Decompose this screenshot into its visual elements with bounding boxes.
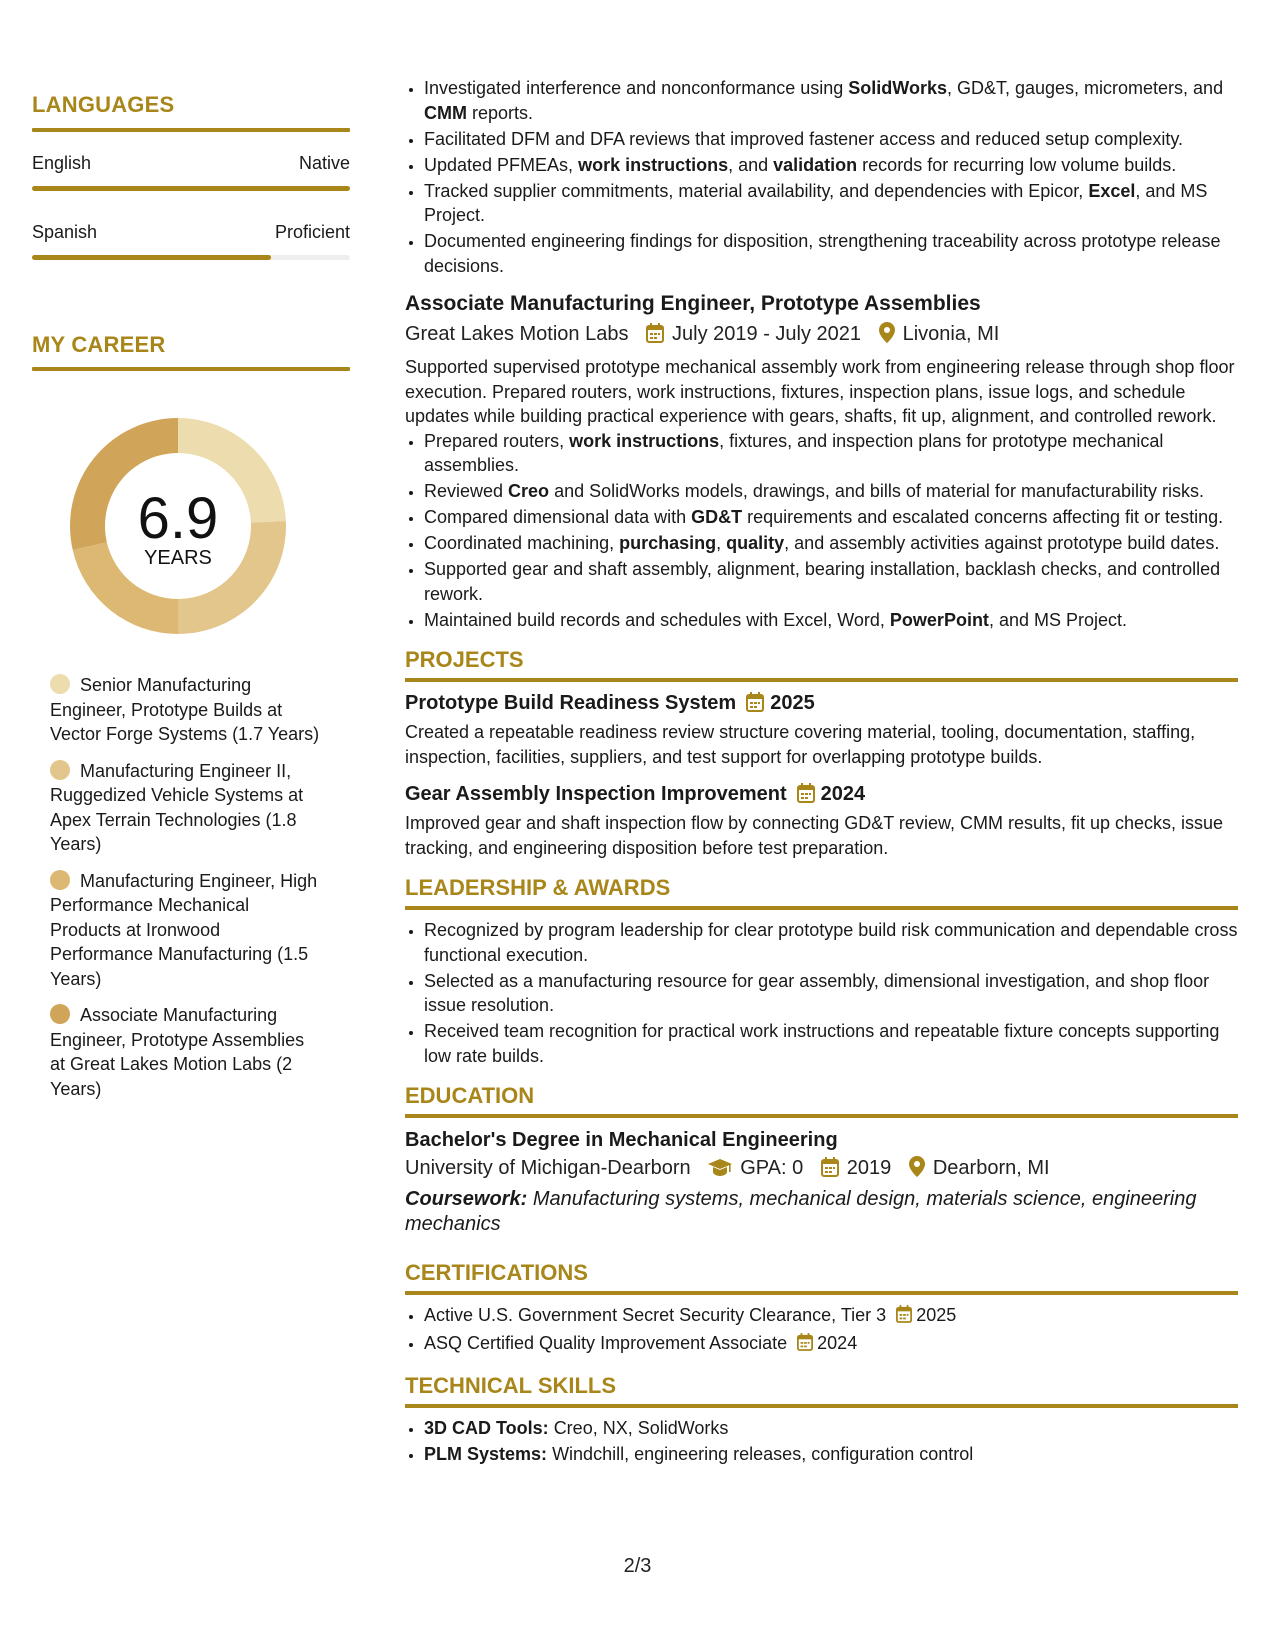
leadership-section (405, 874, 1238, 1068)
legend-swatch (50, 674, 70, 694)
calendar-icon (797, 1333, 813, 1358)
school-name: University of Michigan-Dearborn (405, 1157, 691, 1179)
legend-label: Associate Manufacturing Engineer, Prototype Assemblies at Great Lakes Motion Labs (2 Years) (50, 1005, 305, 1099)
project-year: 2024 (820, 783, 866, 805)
skills-section (405, 1372, 1238, 1467)
skill-value: Creo, NX, SolidWorks (553, 1417, 729, 1438)
bullet-item: • Prepared routers, work instructions, fixtures, and inspection plans for prototype mechanical assemblies. (424, 429, 1238, 478)
certifications-rule (405, 1291, 1238, 1295)
bullet-item: • Documented engineering findings for disposition, strengthening traceability across prototype release decisions. (424, 229, 1238, 278)
skills-rule (405, 1404, 1238, 1408)
certification-item (424, 1331, 1238, 1358)
legend-item (50, 673, 320, 747)
legend-item (50, 759, 320, 857)
projects-section (405, 646, 1238, 860)
leadership-title: LEADERSHIP & AWARDS (405, 875, 671, 900)
job-dates: July 2019 - July 2021 (672, 323, 862, 345)
project-year: 2025 (770, 692, 815, 714)
leadership-item: • Received team recognition for practical work instructions and repeatable fixture concepts supporting low rate builds. (424, 1019, 1238, 1068)
leadership-item: • Recognized by program leadership for clear prototype build risk communication and dependable cross functional execution. (424, 918, 1238, 967)
calendar-icon (797, 783, 815, 811)
bullet-item: • Maintained build records and schedules with Excel, Word, PowerPoint, and MS Project. (424, 608, 1238, 633)
right-column (405, 76, 1238, 1468)
graduation-cap-icon (708, 1157, 732, 1185)
certification-item (424, 1303, 1238, 1330)
bold-keyword: work instructions (578, 154, 729, 175)
project-desc: Improved gear and shaft inspection flow by connecting GD&T review, CMM results, fit up checks, issue tracking, and engineering disposition before test preparation. (405, 813, 1224, 858)
certification-year: 2024 (817, 1333, 858, 1353)
leadership-list (405, 918, 1238, 1068)
page-number: 2/3 (623, 1555, 652, 1577)
skill-value: Windchill, engineering releases, configuration control (552, 1443, 974, 1464)
skill-label: PLM Systems: (424, 1443, 548, 1464)
leadership-item: • Selected as a manufacturing resource for gear assembly, dimensional investigation, and shop floor issue resolution. (424, 969, 1238, 1018)
coursework (405, 1187, 1238, 1237)
graduation-year: 2019 (846, 1157, 892, 1179)
career-title: MY CAREER (32, 332, 166, 357)
bold-keyword: purchasing (619, 533, 717, 553)
project-desc: Created a repeatable readiness review structure covering material, tooling, documentation, staffing, inspection, facilities, suppliers, and test support for overlapping prototype builds. (405, 722, 1196, 767)
language-name: Spanish (32, 222, 98, 242)
legend-swatch (50, 1004, 70, 1024)
language-name: English (32, 153, 92, 173)
language-bar (32, 255, 350, 260)
certifications-title: CERTIFICATIONS (405, 1260, 588, 1285)
language-item (32, 153, 350, 191)
legend-label: Senior Manufacturing Engineer, Prototype Builds at Vector Forge Systems (1.7 Years) (50, 675, 320, 744)
bullet-item: • Supported gear and shaft assembly, alignment, bearing installation, backlash checks, and controlled rework. (424, 557, 1238, 606)
map-pin-icon (909, 1156, 925, 1185)
certifications-section (405, 1259, 1238, 1358)
legend-label: Manufacturing Engineer, High Performance Mechanical Products at Ironwood Performance Manufacturing (1.5 Years) (50, 870, 318, 989)
bold-keyword: work instructions (569, 430, 720, 451)
job-entry (405, 290, 1238, 632)
legend-item (50, 1003, 320, 1101)
bullet-item: • Updated PFMEAs, work instructions, and validation records for recurring low volume builds. (424, 153, 1238, 178)
language-item (32, 222, 350, 260)
project-name: Gear Assembly Inspection Improvement (405, 783, 787, 805)
career-legend (50, 673, 320, 1113)
projects-title: PROJECTS (405, 647, 524, 672)
bold-keyword: PowerPoint (889, 609, 989, 630)
language-bar-fill (32, 186, 350, 191)
language-bar-fill (32, 255, 271, 260)
bullet-item: • Coordinated machining, purchasing, quality, and assembly activities against prototype build dates. (424, 531, 1238, 556)
project-item (405, 690, 1238, 769)
school-location: Dearborn, MI (932, 1157, 1050, 1179)
bold-keyword: GD&T (691, 507, 743, 527)
project-item (405, 781, 1238, 860)
language-level: Native (298, 153, 350, 173)
legend-swatch (50, 760, 70, 780)
skills-title: TECHNICAL SKILLS (405, 1372, 617, 1398)
calendar-icon (746, 692, 764, 720)
bold-keyword: validation (773, 154, 858, 175)
bold-keyword: Creo (508, 481, 550, 501)
skill-item (424, 1416, 1238, 1441)
legend-swatch (50, 870, 70, 890)
certification-name: ASQ Certified Quality Improvement Associate (424, 1333, 788, 1353)
education-title: EDUCATION (405, 1083, 535, 1108)
certifications-list (405, 1303, 1238, 1358)
bullet-item: • Compared dimensional data with GD&T requirements and escalated concerns affecting fit or testing. (424, 505, 1238, 530)
bullet-item: • Reviewed Creo and SolidWorks models, drawings, and bills of material for manufacturability risks. (424, 479, 1238, 504)
career-total-unit: YEARS (144, 547, 212, 569)
education-rule (405, 1114, 1238, 1118)
certification-year: 2025 (916, 1305, 957, 1325)
job-meta (405, 320, 1238, 351)
bullet-item: • Tracked supplier commitments, material availability, and dependencies with Epicor, Excel, and MS Project. (424, 179, 1238, 228)
leadership-rule (405, 906, 1238, 910)
bold-keyword: SolidWorks (848, 78, 947, 98)
job-title: Associate Manufacturing Engineer, Prototype Assemblies (405, 292, 981, 315)
career-donut-chart (65, 413, 291, 639)
degree: Bachelor's Degree in Mechanical Engineering (405, 1129, 838, 1151)
calendar-icon (896, 1305, 912, 1330)
languages-title: LANGUAGES (32, 92, 175, 117)
calendar-icon (821, 1157, 839, 1185)
job-summary: Supported supervised prototype mechanical assembly work from engineering release through shop floor execution. Prepared routers, work instructions, fixtures, inspection plans, issue logs, and schedule updates while building practical experience with gears, shafts, fit up, alignment, and controlled rework. (405, 357, 1235, 426)
language-level: Proficient (274, 222, 350, 242)
coursework-label: Coursework: (405, 1188, 528, 1210)
language-bar (32, 186, 350, 191)
bullet-item: • Facilitated DFM and DFA reviews that improved fastener access and reduced setup complexity. (424, 127, 1238, 152)
education-section (405, 1082, 1238, 1237)
map-pin-icon (879, 322, 895, 351)
calendar-icon (646, 323, 664, 351)
legend-item (50, 869, 320, 992)
bullet-item: • Investigated interference and nonconformance using SolidWorks, GD&T, gauges, micrometers, and CMM reports. (424, 76, 1238, 125)
career-total-years: 6.9 (137, 486, 219, 551)
job-location: Livonia, MI (902, 323, 1000, 345)
job-company: Great Lakes Motion Labs (405, 323, 629, 345)
coursework-text: Manufacturing systems, mechanical design, materials science, engineering mechanics (405, 1188, 1197, 1235)
languages-rule (32, 128, 350, 132)
bold-keyword: quality (726, 533, 785, 553)
certification-name: Active U.S. Government Secret Security Clearance, Tier 3 (424, 1305, 887, 1325)
legend-label: Manufacturing Engineer II, Ruggedized Vehicle Systems at Apex Terrain Technologies (1.8 Years) (50, 760, 304, 854)
project-name: Prototype Build Readiness System (405, 692, 737, 714)
job-bullets (405, 429, 1238, 633)
skill-item (424, 1442, 1238, 1467)
skills-list (405, 1416, 1238, 1467)
education-meta (405, 1154, 1238, 1185)
projects-rule (405, 678, 1238, 682)
gpa: GPA: 0 (740, 1157, 804, 1179)
career-rule (32, 367, 350, 371)
bold-keyword: Excel (1088, 180, 1136, 201)
bold-keyword: CMM (424, 102, 467, 123)
skill-label: 3D CAD Tools: (424, 1417, 549, 1438)
previous-role-bullets (405, 76, 1238, 278)
